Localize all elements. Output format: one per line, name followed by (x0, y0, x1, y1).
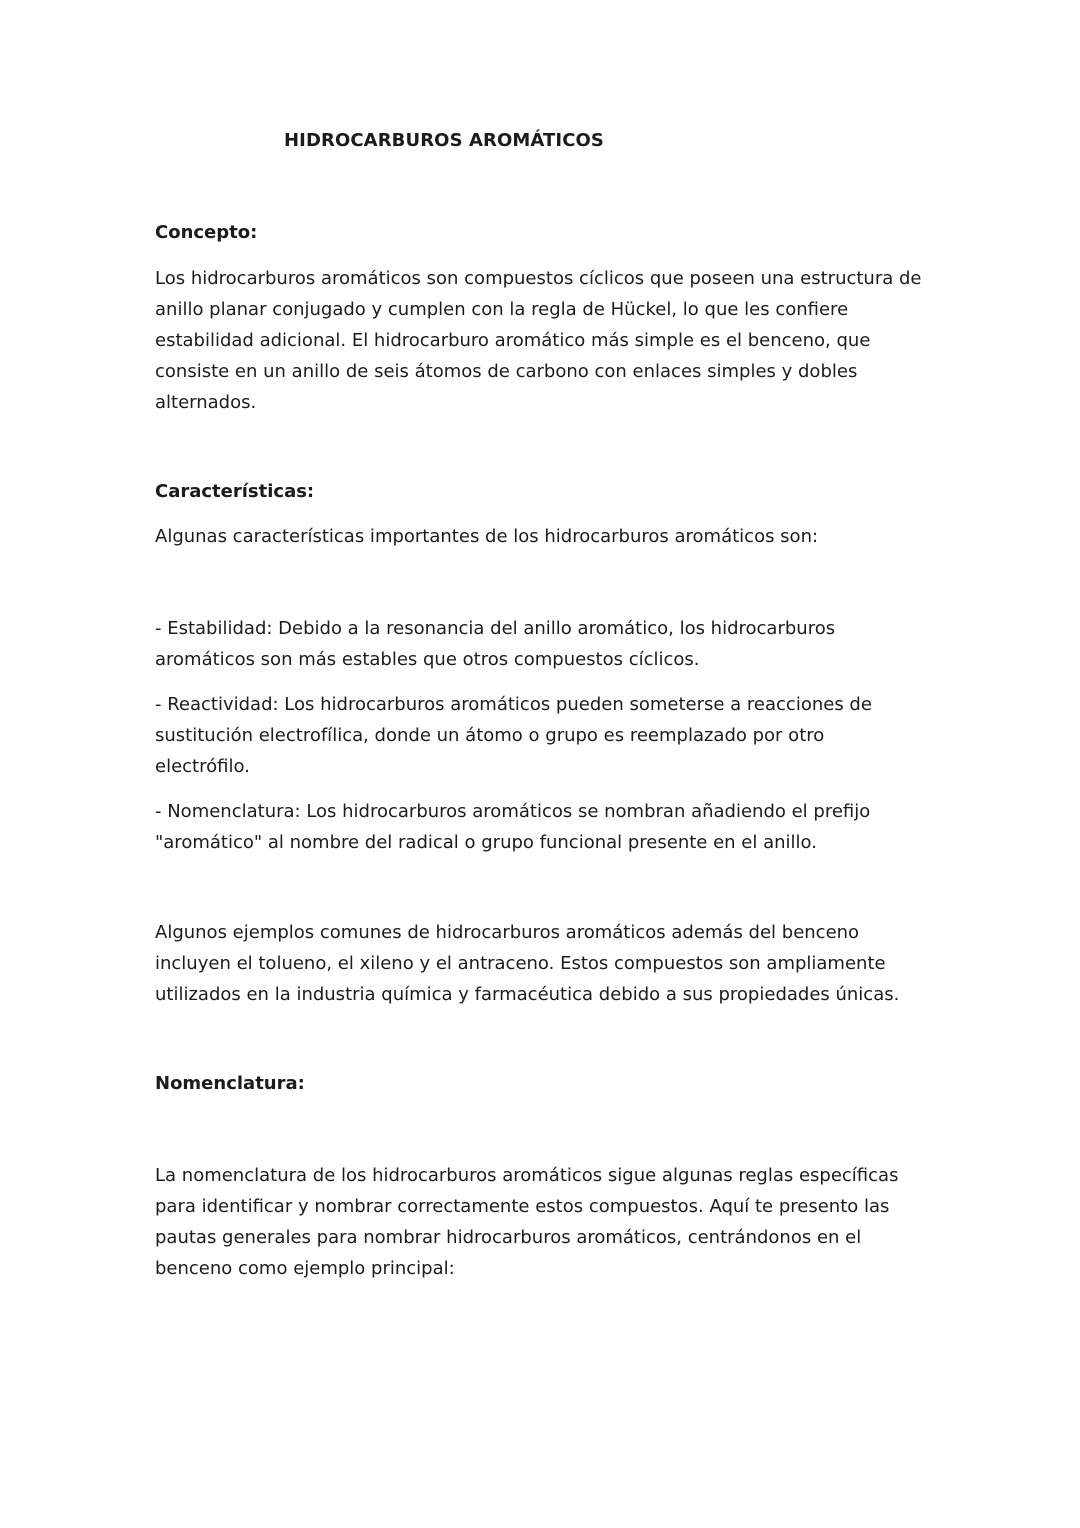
caracteristica-item-reactividad: - Reactividad: Los hidrocarburos aromáticos pueden someterse a reacciones de sustitución electrofílica, donde un átomo o grupo es reemplazado por otro electrófilo. (155, 694, 872, 777)
section-heading-concepto: Concepto: (155, 222, 258, 243)
ejemplos-paragraph: Algunos ejemplos comunes de hidrocarburos aromáticos además del benceno incluyen el tolueno, el xileno y el antraceno. Estos compuestos son ampliamente utilizados en la industria química y farmacéutica debido a sus propiedades únicas. (155, 922, 900, 1005)
nomenclatura-paragraph: La nomenclatura de los hidrocarburos aromáticos sigue algunas reglas específicas para identificar y nombrar correctamente estos compuestos. Aquí te presento las pautas generales para nombrar hidrocarburos aromáticos, centrándonos en el benceno como ejemplo principal: (155, 1165, 899, 1279)
section-heading-nomenclatura: Nomenclatura: (155, 1073, 305, 1094)
concepto-paragraph: Los hidrocarburos aromáticos son compuestos cíclicos que poseen una estructura de anillo planar conjugado y cumplen con la regla de Hückel, lo que les confiere estabilidad adicional. El hidrocarburo aromático más simple es el benceno, que consiste en un anillo de seis átomos de carbono con enlaces simples y dobles alternados. (155, 268, 922, 413)
caracteristicas-intro: Algunas características importantes de los hidrocarburos aromáticos son: (155, 526, 819, 547)
caracteristica-item-estabilidad: - Estabilidad: Debido a la resonancia del anillo aromático, los hidrocarburos aromáticos son más estables que otros compuestos cíclicos. (155, 618, 836, 670)
document-title: HIDROCARBUROS AROMÁTICOS (284, 130, 604, 151)
caracteristica-item-nomenclatura: - Nomenclatura: Los hidrocarburos aromáticos se nombran añadiendo el prefijo "aromático" al nombre del radical o grupo funcional presente en el anillo. (155, 801, 871, 853)
section-heading-caracteristicas: Características: (155, 481, 315, 502)
